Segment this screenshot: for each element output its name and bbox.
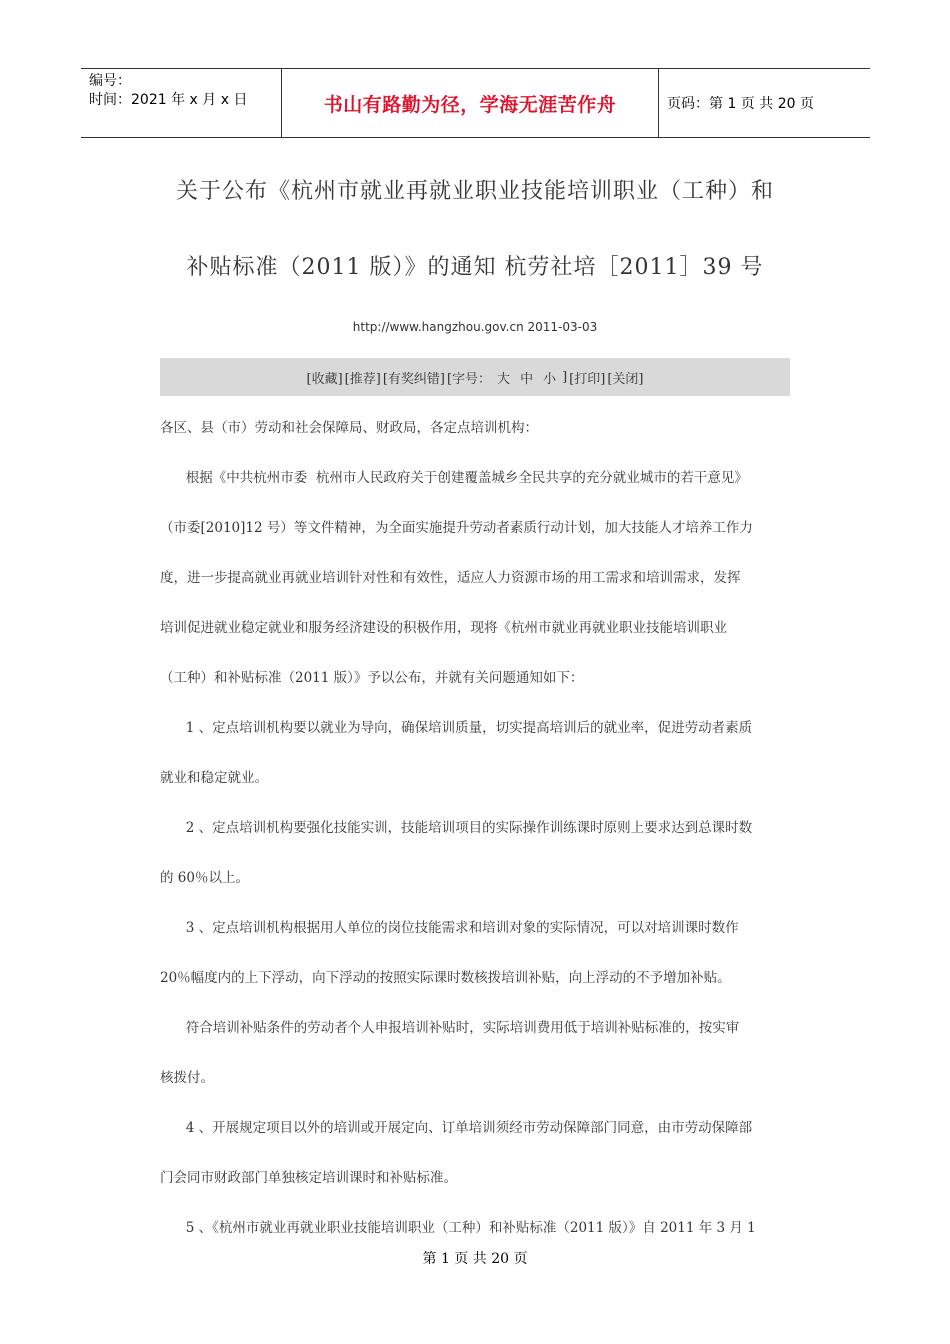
body-line: 根据《中共杭州市委 杭州市人民政府关于创建覆盖城乡全民共享的充分就业城市的若干意见》 — [160, 470, 748, 486]
body-line: 5 、《杭州市就业再就业职业技能培训职业（工种）和补贴标准（2011 版）》自 2011 年 3 月 1 — [160, 1220, 756, 1236]
body-line: 1 、定点培训机构要以就业为导向，确保培训质量，切实提高培训后的就业率，促进劳动者素质 — [160, 720, 753, 736]
body-line: （市委[2010]12 号）等文件精神，为全面实施提升劳动者素质行动计划，加大技能人才培养工作力 — [160, 520, 753, 536]
report-error-link[interactable]: [有奖纠错] — [382, 371, 445, 387]
header-motto-cell — [282, 69, 659, 137]
print-link[interactable]: [打印] — [569, 371, 606, 387]
recommend-link[interactable]: [推荐] — [344, 371, 381, 387]
source-line: http://www.hangzhou.gov.cn 2011-03-03 — [352, 320, 598, 334]
number-label: 编号： — [89, 73, 131, 89]
body-line: 4 、开展规定项目以外的培训或开展定向、订单培训须经市劳动保障部门同意，由市劳动保障部 — [160, 1120, 753, 1136]
body-line: 符合培训补贴条件的劳动者个人申报培训补贴时，实际培训费用低于培训补贴标准的，按实审 — [160, 1020, 740, 1036]
body-line: （工种）和补贴标准（2011 版）》予以公布，并就有关问题通知如下： — [160, 670, 584, 686]
body-line: 各区、县（市）劳动和社会保障局、财政局，各定点培训机构： — [160, 420, 538, 436]
body-line: 3 、定点培训机构根据用人单位的岗位技能需求和培训对象的实际情况，可以对培训课时数作 — [160, 920, 739, 936]
article-toolbar — [160, 358, 790, 396]
body-line: 就业和稳定就业。 — [160, 770, 268, 786]
font-size-label: [字号： — [446, 371, 492, 387]
page-info-text: 页码：第 1 页 共 20 页 — [667, 96, 814, 112]
page-footer: 第 1 页 共 20 页 — [422, 1251, 528, 1267]
font-size-end: ] — [562, 369, 568, 385]
title-line-2: 补贴标准（2011 版）》的通知 杭劳社培［2011］39 号 — [186, 255, 764, 280]
header-page-info — [659, 69, 870, 137]
title-line-1: 关于公布《杭州市就业再就业职业技能培训职业（工种）和 — [175, 179, 774, 204]
header-meta — [81, 69, 282, 137]
body-line: 2 、定点培训机构要强化技能实训，技能培训项目的实际操作训练课时原则上要求达到总课时数 — [160, 820, 753, 836]
date-label: 时间：2021 年 x 月 x 日 — [89, 92, 248, 108]
body-line: 度，进一步提高就业再就业培训针对性和有效性，适应人力资源市场的用工需求和培训需求，发挥 — [160, 570, 741, 586]
motto-text: 书山有路勤为径，学海无涯苦作舟 — [323, 93, 617, 116]
body-line: 培训促进就业稳定就业和服务经济建设的积极作用，现将《杭州市就业再就业职业技能培训职业 — [160, 620, 727, 636]
close-link[interactable]: [关闭] — [607, 371, 644, 387]
font-medium-link[interactable]: 中 — [520, 371, 534, 387]
body-line: 的 60％以上。 — [160, 870, 249, 886]
body-line: 核拨付。 — [160, 1070, 214, 1086]
font-large-link[interactable]: 大 — [497, 371, 511, 387]
document-header — [81, 68, 870, 138]
favorite-link[interactable]: [收藏] — [306, 371, 343, 387]
body-line: 门会同市财政部门单独核定培训课时和补贴标准。 — [160, 1170, 457, 1186]
font-small-link[interactable]: 小 — [543, 371, 557, 387]
body-line: 20％幅度内的上下浮动，向下浮动的按照实际课时数核拨培训补贴，向上浮动的不予增加补贴。 — [160, 970, 731, 986]
